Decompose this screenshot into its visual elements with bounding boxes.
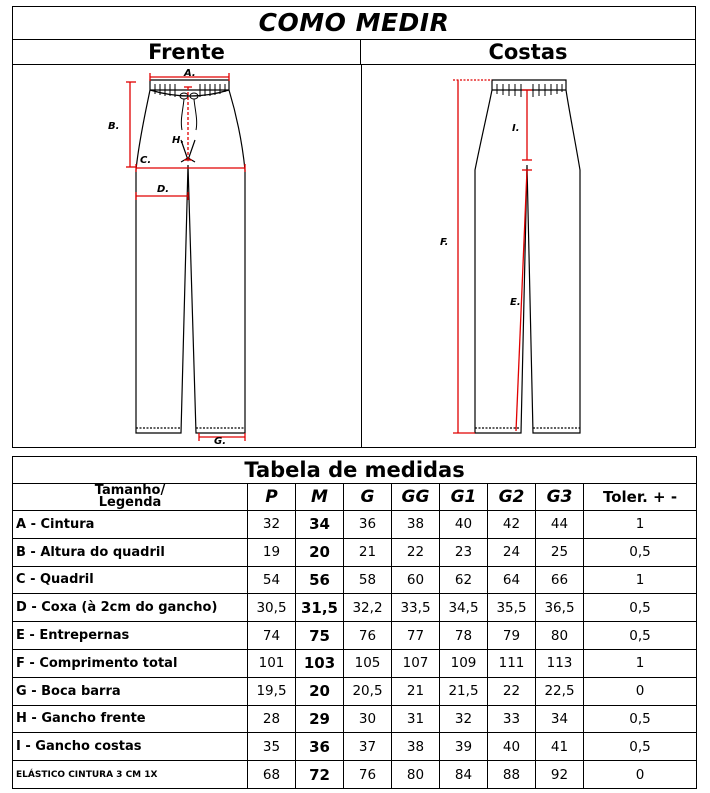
cell-value: 21 <box>344 538 392 566</box>
cell-value: 72 <box>296 761 344 789</box>
row-label: A - Cintura <box>13 511 248 539</box>
size-g3-header: G3 <box>536 484 584 511</box>
cell-value: 58 <box>344 566 392 594</box>
cell-value: 78 <box>440 622 488 650</box>
tolerance-value: 0,5 <box>584 733 697 761</box>
cell-value: 21 <box>392 677 440 705</box>
cell-value: 36 <box>296 733 344 761</box>
back-measure-markers <box>440 123 521 308</box>
cell-value: 111 <box>488 649 536 677</box>
marker-c: C. <box>140 155 152 166</box>
cell-value: 40 <box>488 733 536 761</box>
marker-g: G. <box>214 436 227 447</box>
row-label: ELÁSTICO CINTURA 3 CM 1X <box>13 761 248 789</box>
table-row <box>13 538 697 566</box>
row-label: C - Quadril <box>13 566 248 594</box>
cell-value: 107 <box>392 649 440 677</box>
tolerance-value: 0 <box>584 677 697 705</box>
cell-value: 35,5 <box>488 594 536 622</box>
cell-value: 20,5 <box>344 677 392 705</box>
table-row <box>13 649 697 677</box>
table-row <box>13 511 697 539</box>
cell-value: 41 <box>536 733 584 761</box>
cell-value: 33,5 <box>392 594 440 622</box>
cell-value: 36 <box>344 511 392 539</box>
tolerance-value: 0 <box>584 761 697 789</box>
cell-value: 30 <box>344 705 392 733</box>
cell-value: 25 <box>536 538 584 566</box>
cell-value: 32 <box>248 511 296 539</box>
cell-value: 80 <box>392 761 440 789</box>
cell-value: 39 <box>440 733 488 761</box>
cell-value: 44 <box>536 511 584 539</box>
cell-value: 64 <box>488 566 536 594</box>
cell-value: 20 <box>296 677 344 705</box>
cell-value: 32 <box>440 705 488 733</box>
table-row <box>13 705 697 733</box>
tolerance-value: 0,5 <box>584 705 697 733</box>
cell-value: 76 <box>344 761 392 789</box>
tolerance-value: 0,5 <box>584 622 697 650</box>
size-header-row <box>13 484 697 511</box>
cell-value: 22 <box>488 677 536 705</box>
cell-value: 19,5 <box>248 677 296 705</box>
row-label: I - Gancho costas <box>13 733 248 761</box>
cell-value: 34,5 <box>440 594 488 622</box>
cell-value: 62 <box>440 566 488 594</box>
row-label: H - Gancho frente <box>13 705 248 733</box>
cell-value: 31 <box>392 705 440 733</box>
cell-value: 101 <box>248 649 296 677</box>
tolerance-value: 0,5 <box>584 538 697 566</box>
cell-value: 109 <box>440 649 488 677</box>
front-measure-markers <box>108 68 226 447</box>
cell-value: 77 <box>392 622 440 650</box>
cell-value: 19 <box>248 538 296 566</box>
cell-value: 38 <box>392 511 440 539</box>
cell-value: 84 <box>440 761 488 789</box>
cell-value: 34 <box>296 511 344 539</box>
marker-i: I. <box>512 123 520 134</box>
cell-value: 20 <box>296 538 344 566</box>
table-row <box>13 677 697 705</box>
cell-value: 66 <box>536 566 584 594</box>
cell-value: 68 <box>248 761 296 789</box>
how-to-measure-title: COMO MEDIR <box>13 7 695 40</box>
cell-value: 29 <box>296 705 344 733</box>
cell-value: 75 <box>296 622 344 650</box>
cell-value: 34 <box>536 705 584 733</box>
marker-h: H. <box>172 135 185 146</box>
row-label: G - Boca barra <box>13 677 248 705</box>
cell-value: 74 <box>248 622 296 650</box>
cell-value: 103 <box>296 649 344 677</box>
cell-value: 76 <box>344 622 392 650</box>
size-m-header: M <box>296 484 344 511</box>
marker-d: D. <box>157 184 170 195</box>
front-pants-outline <box>136 80 245 433</box>
cell-value: 32,2 <box>344 594 392 622</box>
cell-value: 37 <box>344 733 392 761</box>
cell-value: 88 <box>488 761 536 789</box>
size-g1-header: G1 <box>440 484 488 511</box>
cell-value: 56 <box>296 566 344 594</box>
cell-value: 80 <box>536 622 584 650</box>
cell-value: 113 <box>536 649 584 677</box>
cell-value: 42 <box>488 511 536 539</box>
cell-value: 30,5 <box>248 594 296 622</box>
marker-b: B. <box>108 121 120 132</box>
cell-value: 35 <box>248 733 296 761</box>
drawstring <box>180 93 198 130</box>
table-row <box>13 761 697 789</box>
tolerance-header: Toler. + - <box>584 484 697 511</box>
cell-value: 28 <box>248 705 296 733</box>
cell-value: 24 <box>488 538 536 566</box>
table-row <box>13 566 697 594</box>
size-p-header: P <box>248 484 296 511</box>
cell-value: 31,5 <box>296 594 344 622</box>
size-gg-header: GG <box>392 484 440 511</box>
cell-value: 54 <box>248 566 296 594</box>
table-row <box>13 622 697 650</box>
size-chart-title: Tabela de medidas <box>13 457 697 484</box>
front-view-label: Frente <box>13 39 361 65</box>
cell-value: 92 <box>536 761 584 789</box>
size-chart-table <box>12 456 697 789</box>
cell-value: 40 <box>440 511 488 539</box>
tolerance-value: 0,5 <box>584 594 697 622</box>
cell-value: 79 <box>488 622 536 650</box>
tolerance-value: 1 <box>584 649 697 677</box>
marker-a: A. <box>184 68 196 79</box>
row-label: F - Comprimento total <box>13 649 248 677</box>
cell-value: 22 <box>392 538 440 566</box>
size-g-header: G <box>344 484 392 511</box>
table-row <box>13 733 697 761</box>
back-view-label: Costas <box>361 39 695 65</box>
cell-value: 21,5 <box>440 677 488 705</box>
cell-value: 36,5 <box>536 594 584 622</box>
row-label: B - Altura do quadril <box>13 538 248 566</box>
cell-value: 60 <box>392 566 440 594</box>
marker-e: E. <box>510 297 521 308</box>
row-label: E - Entrepernas <box>13 622 248 650</box>
cell-value: 22,5 <box>536 677 584 705</box>
marker-f: F. <box>440 237 449 248</box>
size-g2-header: G2 <box>488 484 536 511</box>
cell-value: 105 <box>344 649 392 677</box>
tolerance-value: 1 <box>584 566 697 594</box>
cell-value: 33 <box>488 705 536 733</box>
cell-value: 38 <box>392 733 440 761</box>
legend-header: Tamanho/ Legenda <box>13 484 248 511</box>
back-measurement-lines <box>453 80 532 433</box>
tolerance-value: 1 <box>584 511 697 539</box>
row-label: D - Coxa (à 2cm do gancho) <box>13 594 248 622</box>
cell-value: 23 <box>440 538 488 566</box>
table-row <box>13 594 697 622</box>
